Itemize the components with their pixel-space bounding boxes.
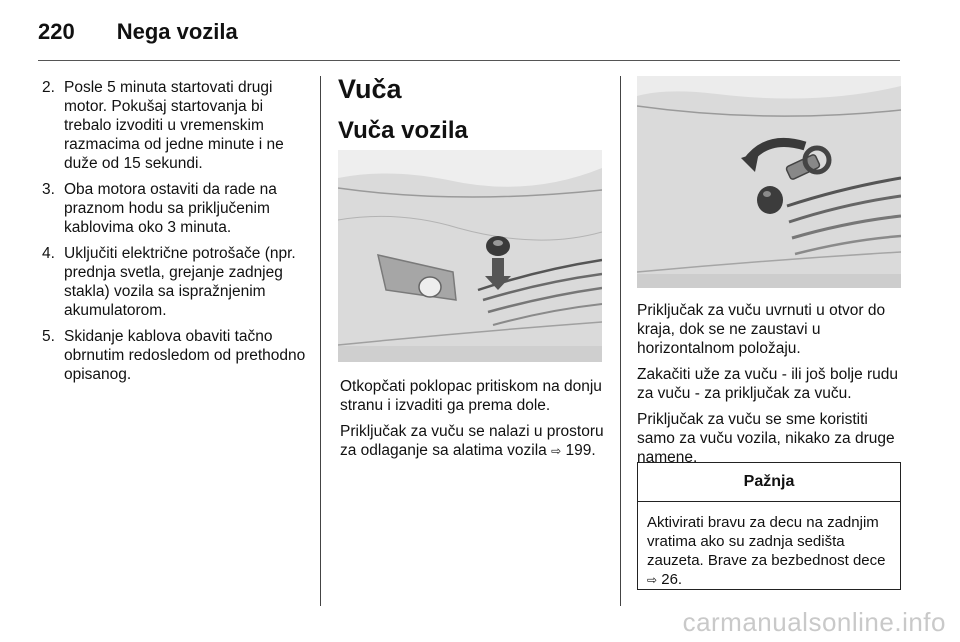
heading-towing: Vuča (338, 74, 402, 104)
section-title: Nega vozila (116, 19, 238, 44)
paragraph-text: Priključak za vuču se nalazi u prostoru za odlaganje sa alatima vozila (340, 423, 604, 459)
page-reference-link[interactable]: 199. (565, 442, 596, 459)
paragraph (340, 422, 610, 461)
step-text: Skidanje kablova obaviti tačno obrnutim redosledom od prethodno opisanog. (64, 328, 306, 383)
paragraph: Priključak za vuču se sme koristiti samo za vuču vozila, nikako za druge namene. (637, 411, 895, 466)
page-header (38, 14, 238, 50)
steps-column (42, 78, 307, 391)
list-item (42, 327, 307, 384)
step-number: 4. (42, 245, 55, 262)
step-number: 2. (42, 79, 55, 96)
notice-text: Aktivirati bravu za decu na zadnjim vratima ako su zadnja sedišta zauzeta. Brave za bezbednost dece (647, 514, 886, 569)
steps-list (42, 78, 307, 384)
list-item (42, 78, 307, 173)
page-reference-arrow-icon: ⇨ (647, 573, 658, 587)
notice-title: Pažnja (638, 463, 900, 502)
step-text: Posle 5 minuta startovati drugi motor. Pokušaj startovanja bi trebalo izvoditi u vremenskim razmacima od jedne minute i ne duže od 15 sekundi. (64, 79, 284, 172)
paragraph: Zakačiti uže za vuču - ili još bolje rudu za vuču - za priključak za vuču. (637, 366, 899, 402)
page-reference-arrow-icon: ⇨ (551, 444, 562, 458)
list-item (42, 244, 307, 320)
step-number: 3. (42, 181, 55, 198)
towing-instructions (340, 377, 610, 468)
paragraph: Priključak za vuču uvrnuti u otvor do kraja, dok se ne zaustavi u horizontalnom položaju. (637, 302, 886, 357)
step-text: Oba motora ostaviti da rade na praznom hodu sa priključenim kablovima oko 3 minuta. (64, 181, 277, 236)
notice-body (638, 502, 900, 590)
watermark: carmanualsonline.info (682, 607, 946, 637)
column-divider (320, 76, 321, 606)
illustration-bumper-cover (338, 150, 602, 362)
column-divider (620, 76, 621, 606)
illustration-towing-eye (637, 76, 901, 288)
paragraph: Otkopčati poklopac pritiskom na donju stranu i izvaditi ga prema dole. (340, 378, 602, 414)
step-number: 5. (42, 328, 55, 345)
step-text: Uključiti električne potrošače (npr. prednja svetla, grejanje zadnjeg stakla) vozila sa ispražnjenim akumulatorom. (64, 245, 296, 319)
towing-heading-block (338, 72, 606, 146)
towing-eye-instructions (637, 301, 905, 474)
page-reference-link[interactable]: 26. (661, 571, 683, 588)
notice-box (637, 462, 901, 590)
page-number: 220 (38, 19, 75, 44)
header-divider (38, 60, 900, 61)
subheading-towing-vehicle: Vuča vozila (338, 117, 468, 144)
list-item (42, 180, 307, 237)
